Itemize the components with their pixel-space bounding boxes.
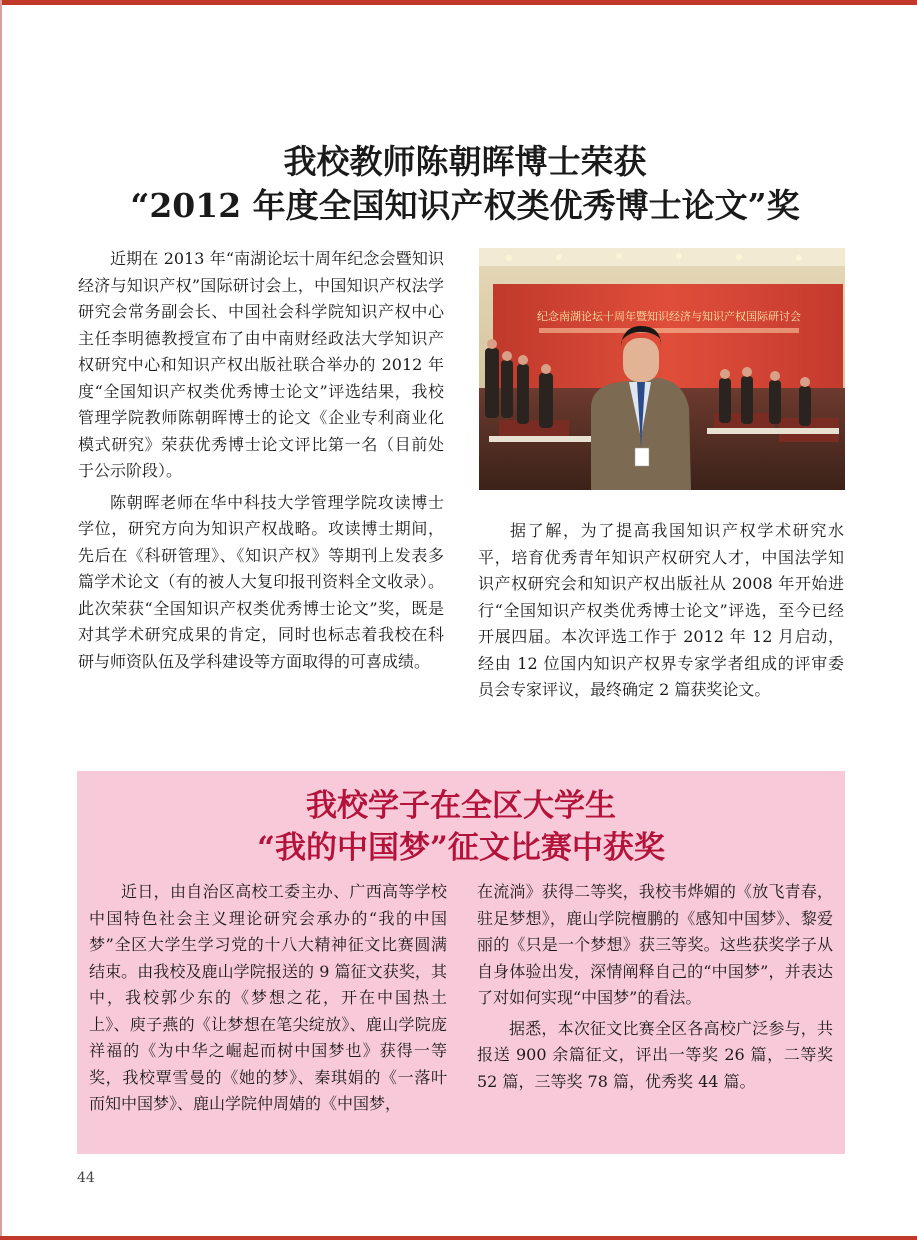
- article1-title-line2: “2012 年度全国知识产权类优秀博士论文”奖: [130, 186, 800, 225]
- article2-paragraph: 近日，由自治区高校工委主办、广西高等学校中国特色社会主义理论研究会承办的“我的中国梦”全区大学生学习党的十八大精神征文比赛圆满结束。由我校及鹿山学院报送的 9 篇征文获奖，其中，我校郭少东的《梦想之花，开在中国热土上》、庾子燕的《让梦想在笔尖绽放》、鹿山学院庞祥福的《为中华之崛起而树中国梦也》获得一等奖，我校覃雪曼的《她的梦》、秦琪娟的《一落叶而知中国梦》、鹿山学院仲周婧的《中国梦，: [89, 882, 447, 1113]
- bottom-rule: [0, 1236, 917, 1240]
- conference-photo: [479, 248, 845, 490]
- article1-paragraph: 近期在 2013 年“南湖论坛十周年纪念会暨知识经济与知识产权”国际研讨会上，中国知识产权法学研究会常务副会长、中国社会科学院知识产权中心主任李明德教授宣布了由中南财经政法大学知识产权研究中心和知识产权出版社联合举办的 2012 年度“全国知识产权类优秀博士论文”评选结果，我校管理学院教师陈朝晖博士的论文《企业专利商业化模式研究》荣获优秀博士论文评比第一名（目前处于公示阶段）。: [78, 249, 444, 480]
- article2-title-line2: “我的中国梦”征文比赛中获奖: [257, 830, 665, 866]
- article1-left-column: [78, 246, 444, 675]
- article1-title-line1: 我校教师陈朝晖博士荣获: [283, 142, 647, 181]
- article1-paragraph: 陈朝晖老师在华中科技大学管理学院攻读博士学位，研究方向为知识产权战略。攻读博士期间，先后在《科研管理》、《知识产权》等期刊上发表多篇学术论文（有的被人大复印报刊资料全文收录）。此次荣获“全国知识产权类优秀博士论文”奖，既是对其学术研究成果的肯定，同时也标志着我校在科研与师资队伍及学科建设等方面取得的可喜成绩。: [78, 492, 444, 671]
- article1-paragraph: 据了解，为了提高我国知识产权学术研究水平，培育优秀青年知识产权研究人才，中国法学知识产权研究会和知识产权出版社从 2008 年开始进行“全国知识产权类优秀博士论文”评选，至今已经开展四届。本次评选工作于 2012 年 12 月启动，经由 12 位国内知识产权界专家学者组成的评审委员会专家评议，最终确定 2 篇获奖论文。: [478, 521, 844, 699]
- article2-right-column: [477, 879, 833, 1095]
- article2-paragraph: 据悉，本次征文比赛全区各高校广泛参与，共报送 900 余篇征文，评出一等奖 26 篇，二等奖 52 篇，三等奖 78 篇，优秀奖 44 篇。: [477, 1018, 833, 1091]
- left-rule: [0, 0, 2, 1240]
- article2-paragraph: 在流淌》获得二等奖，我校韦烨媚的《放飞青春，驻足梦想》，鹿山学院檀鹏的《感知中国梦》、黎爱丽的《只是一个梦想》获三等奖。这些获奖学子从自身体验出发，深情阐释自己的“中国梦”，并表达了对如何实现“中国梦”的看法。: [477, 882, 833, 1007]
- photo-banner-text: 纪念南湖论坛十周年暨知识经济与知识产权国际研讨会: [537, 310, 801, 323]
- article2-left-column: [89, 879, 447, 1118]
- article2-title-line1: 我校学子在全区大学生: [306, 788, 616, 824]
- page-number: 44: [77, 1170, 95, 1186]
- article1-title: [80, 140, 850, 228]
- article1-right-column: [478, 518, 844, 704]
- top-rule: [0, 0, 917, 5]
- article2-title: [77, 785, 845, 869]
